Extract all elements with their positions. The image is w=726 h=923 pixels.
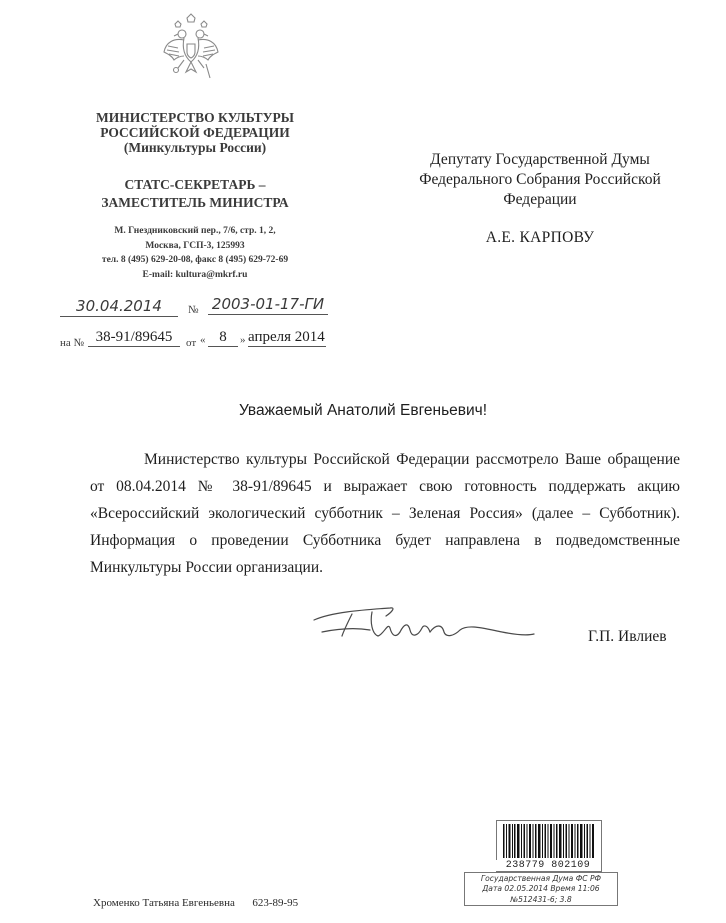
phone-fax-line: тел. 8 (495) 629-20-08, факс 8 (495) 629-72-69 (101, 255, 289, 265)
registration-line-2: Дата 02.05.2014 Время 11:06 (482, 884, 600, 894)
role-line-2: ЗАМЕСТИТЕЛЬ МИНИСТРА (101, 195, 289, 210)
sender-role (60, 176, 330, 212)
ministry-name-line-1: МИНИСТЕРСТВО КУЛЬТУРЫ (95, 110, 295, 125)
ministry-header (60, 110, 330, 155)
reference-day: 8 (208, 329, 238, 347)
executor-name: Хроменко Татьяна Евгеньевна (93, 897, 235, 909)
barcode-digits: 238779 802109 (496, 860, 600, 871)
reference-month-year: апреля 2014 (248, 329, 325, 345)
email-line: E-mail: kultura@mkrf.ru (142, 269, 248, 280)
registration-line-3: №512431-6; 3.8 (510, 894, 572, 904)
executor-info (93, 897, 298, 909)
recipient-block (395, 150, 685, 210)
registration-text-box (464, 872, 618, 906)
recipient-line-1: Депутату Государственной Думы (430, 151, 650, 168)
recipient-line-3: Федерации (503, 191, 577, 208)
outgoing-number: 2003-01-17-ГИ (208, 295, 328, 315)
ministry-short-name: (Минкультуры России) (123, 140, 267, 155)
ministry-name-line-2: РОССИЙСКОЙ ФЕДЕРАЦИИ (100, 125, 290, 140)
reference-prefix: на № (60, 337, 85, 349)
executor-phone: 623-89-95 (252, 897, 299, 909)
reference-from-label: от (186, 337, 197, 349)
registration-line-1: Государственная Дума ФС РФ (480, 874, 602, 883)
reference-day-open-quote: « (200, 334, 206, 346)
reference-number: 38-91/89645 (88, 329, 180, 347)
letter-greeting: Уважаемый Анатолий Евгеньевич! (238, 402, 488, 419)
coat-of-arms-emblem (160, 12, 222, 92)
address-line-1: М. Гнездниковский пер., 7/6, стр. 1, 2, (114, 226, 276, 236)
barcode-image (497, 821, 601, 861)
outgoing-date: 30.04.2014 (60, 297, 178, 317)
outgoing-number-label: № (188, 304, 199, 316)
recipient-name: А.Е. КАРПОВУ (485, 229, 595, 246)
address-line-2: Москва, ГСП-3, 125993 (145, 240, 245, 251)
reference-day-close-quote: » (240, 334, 246, 346)
ministry-address (60, 224, 330, 282)
recipient-line-2: Федерального Собрания Российской (419, 171, 661, 188)
signer-name: Г.П. Ивлиев (588, 628, 667, 645)
role-line-1: СТАТС-СЕКРЕТАРЬ – (124, 177, 266, 192)
registration-stamp (464, 820, 620, 908)
letter-body: Министерство культуры Российской Федерации рассмотрело Ваше обращение от 08.04.2014 № 38-91/89645 и выражает свою готовность поддержать акцию «Всероссийский экологический субботник – Зеленая Россия» (далее – Субботник). Информация о проведении Субботника будет направлена в подведомственные Минкультуры России организации. (90, 451, 680, 576)
handwritten-signature (312, 598, 537, 658)
